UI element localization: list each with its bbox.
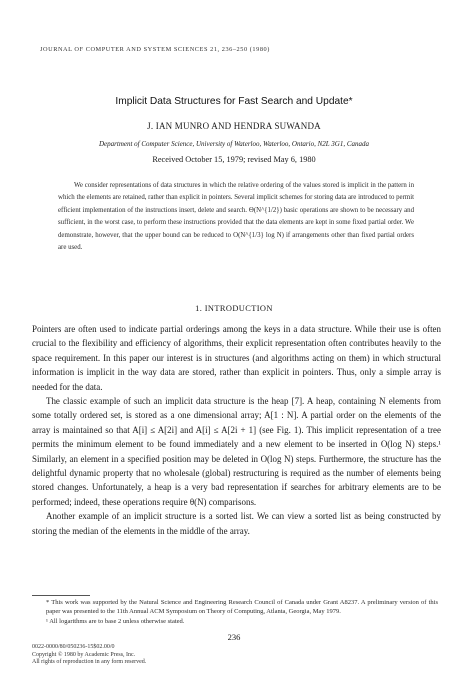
abstract-text: We consider representations of data structures in which the relative ordering of the values stored is implicit in the pattern in which the elements are retained, rather than explicit in pointers. Several implicit schemes for storing data are introduced to permit efficient implementation of the instructions insert, delete and search. Θ(N^{1/2}) basic operations are shown to be necessary and sufficient, in the worst case, to perform these instructions provided that the data elements are kept in some fixed partial order. We demonstrate, however, that the upper bound can be reduced to O(N^{1/3} log N) if arrangements other than fixed partial orders are used. <box>58 182 414 252</box>
author-affiliation: Department of Computer Science, University of Waterloo, Waterloo, Ontario, N2L 3G1, Canada <box>98 140 369 148</box>
page-number: 236 <box>227 632 241 642</box>
paper-title: Implicit Data Structures for Fast Search and Update* <box>115 96 353 107</box>
journal-header: JOURNAL OF COMPUTER AND SYSTEM SCIENCES 21, 236–250 (1980) <box>40 46 270 53</box>
footnote: ¹ All logarithms are to base 2 unless otherwise stated. <box>46 617 185 625</box>
body-paragraph: Another example of an implicit structure is a sorted list. We can view a sorted list as being constructed by storing the median of the elements in the middle of the array. <box>32 511 441 536</box>
copyright-line: Copyright © 1980 by Academic Press, Inc. <box>32 651 136 658</box>
footnotes <box>46 598 438 626</box>
paper-authors: J. IAN MUNRO AND HENDRA SUWANDA <box>147 121 321 131</box>
section-heading: 1. INTRODUCTION <box>195 304 273 313</box>
issn-line: 0022-0000/80/050236-15$02.00/0 <box>32 644 115 650</box>
rights-line: All rights of reproduction in any form reserved. <box>32 659 147 666</box>
body-text <box>32 322 441 538</box>
body-paragraph: The classic example of such an implicit data structure is the heap [7]. A heap, containing N elements from some totally ordered set, is stored as a one dimensional array; A[1 : N]. A partial order on the elements of the array is maintained so that A[i] ≤ A[2i] and A[i] ≤ A[2i + 1] (see Fig. 1). This implicit representation of a tree permits the minimum element to be found immediately and a new element to be inserted in O(log N) steps.¹ Similarly, an element in a specified position may be deleted in O(log N) steps. Furthermore, the structure has the delightful dynamic property that no wholesale (global) restructuring is required as the number of elements being stored changes. Unfortunately, a heap is a very bad representation if searches for arbitrary elements are to be performed; indeed, these operations require θ(N) comparisons. <box>32 396 441 507</box>
copyright-block <box>32 644 292 667</box>
abstract <box>58 180 414 255</box>
footnote: * This work was supported by the Natural Science and Engineering Research Council of Canada under Grant A8237. A preliminary version of this paper was presented to the 11th Annual ACM Symposium on Theory of Computing, Atlanta, Georgia, May 1979. <box>46 599 438 616</box>
received-dates: Received October 15, 1979; revised May 6, 1980 <box>152 155 316 164</box>
body-paragraph: Pointers are often used to indicate partial orderings among the keys in a data structure. While their use is often crucial to the flexibility and efficiency of algorithms, their explicit representation often contributes heavily to the space requirement. In this paper our interest is in structures (and algorithms acting on them) in which structural information is implicit in the way data are stored, rather than explicit in pointers. Thus, only a simple array is needed for the data. <box>32 324 441 392</box>
footnote-divider <box>32 595 90 596</box>
